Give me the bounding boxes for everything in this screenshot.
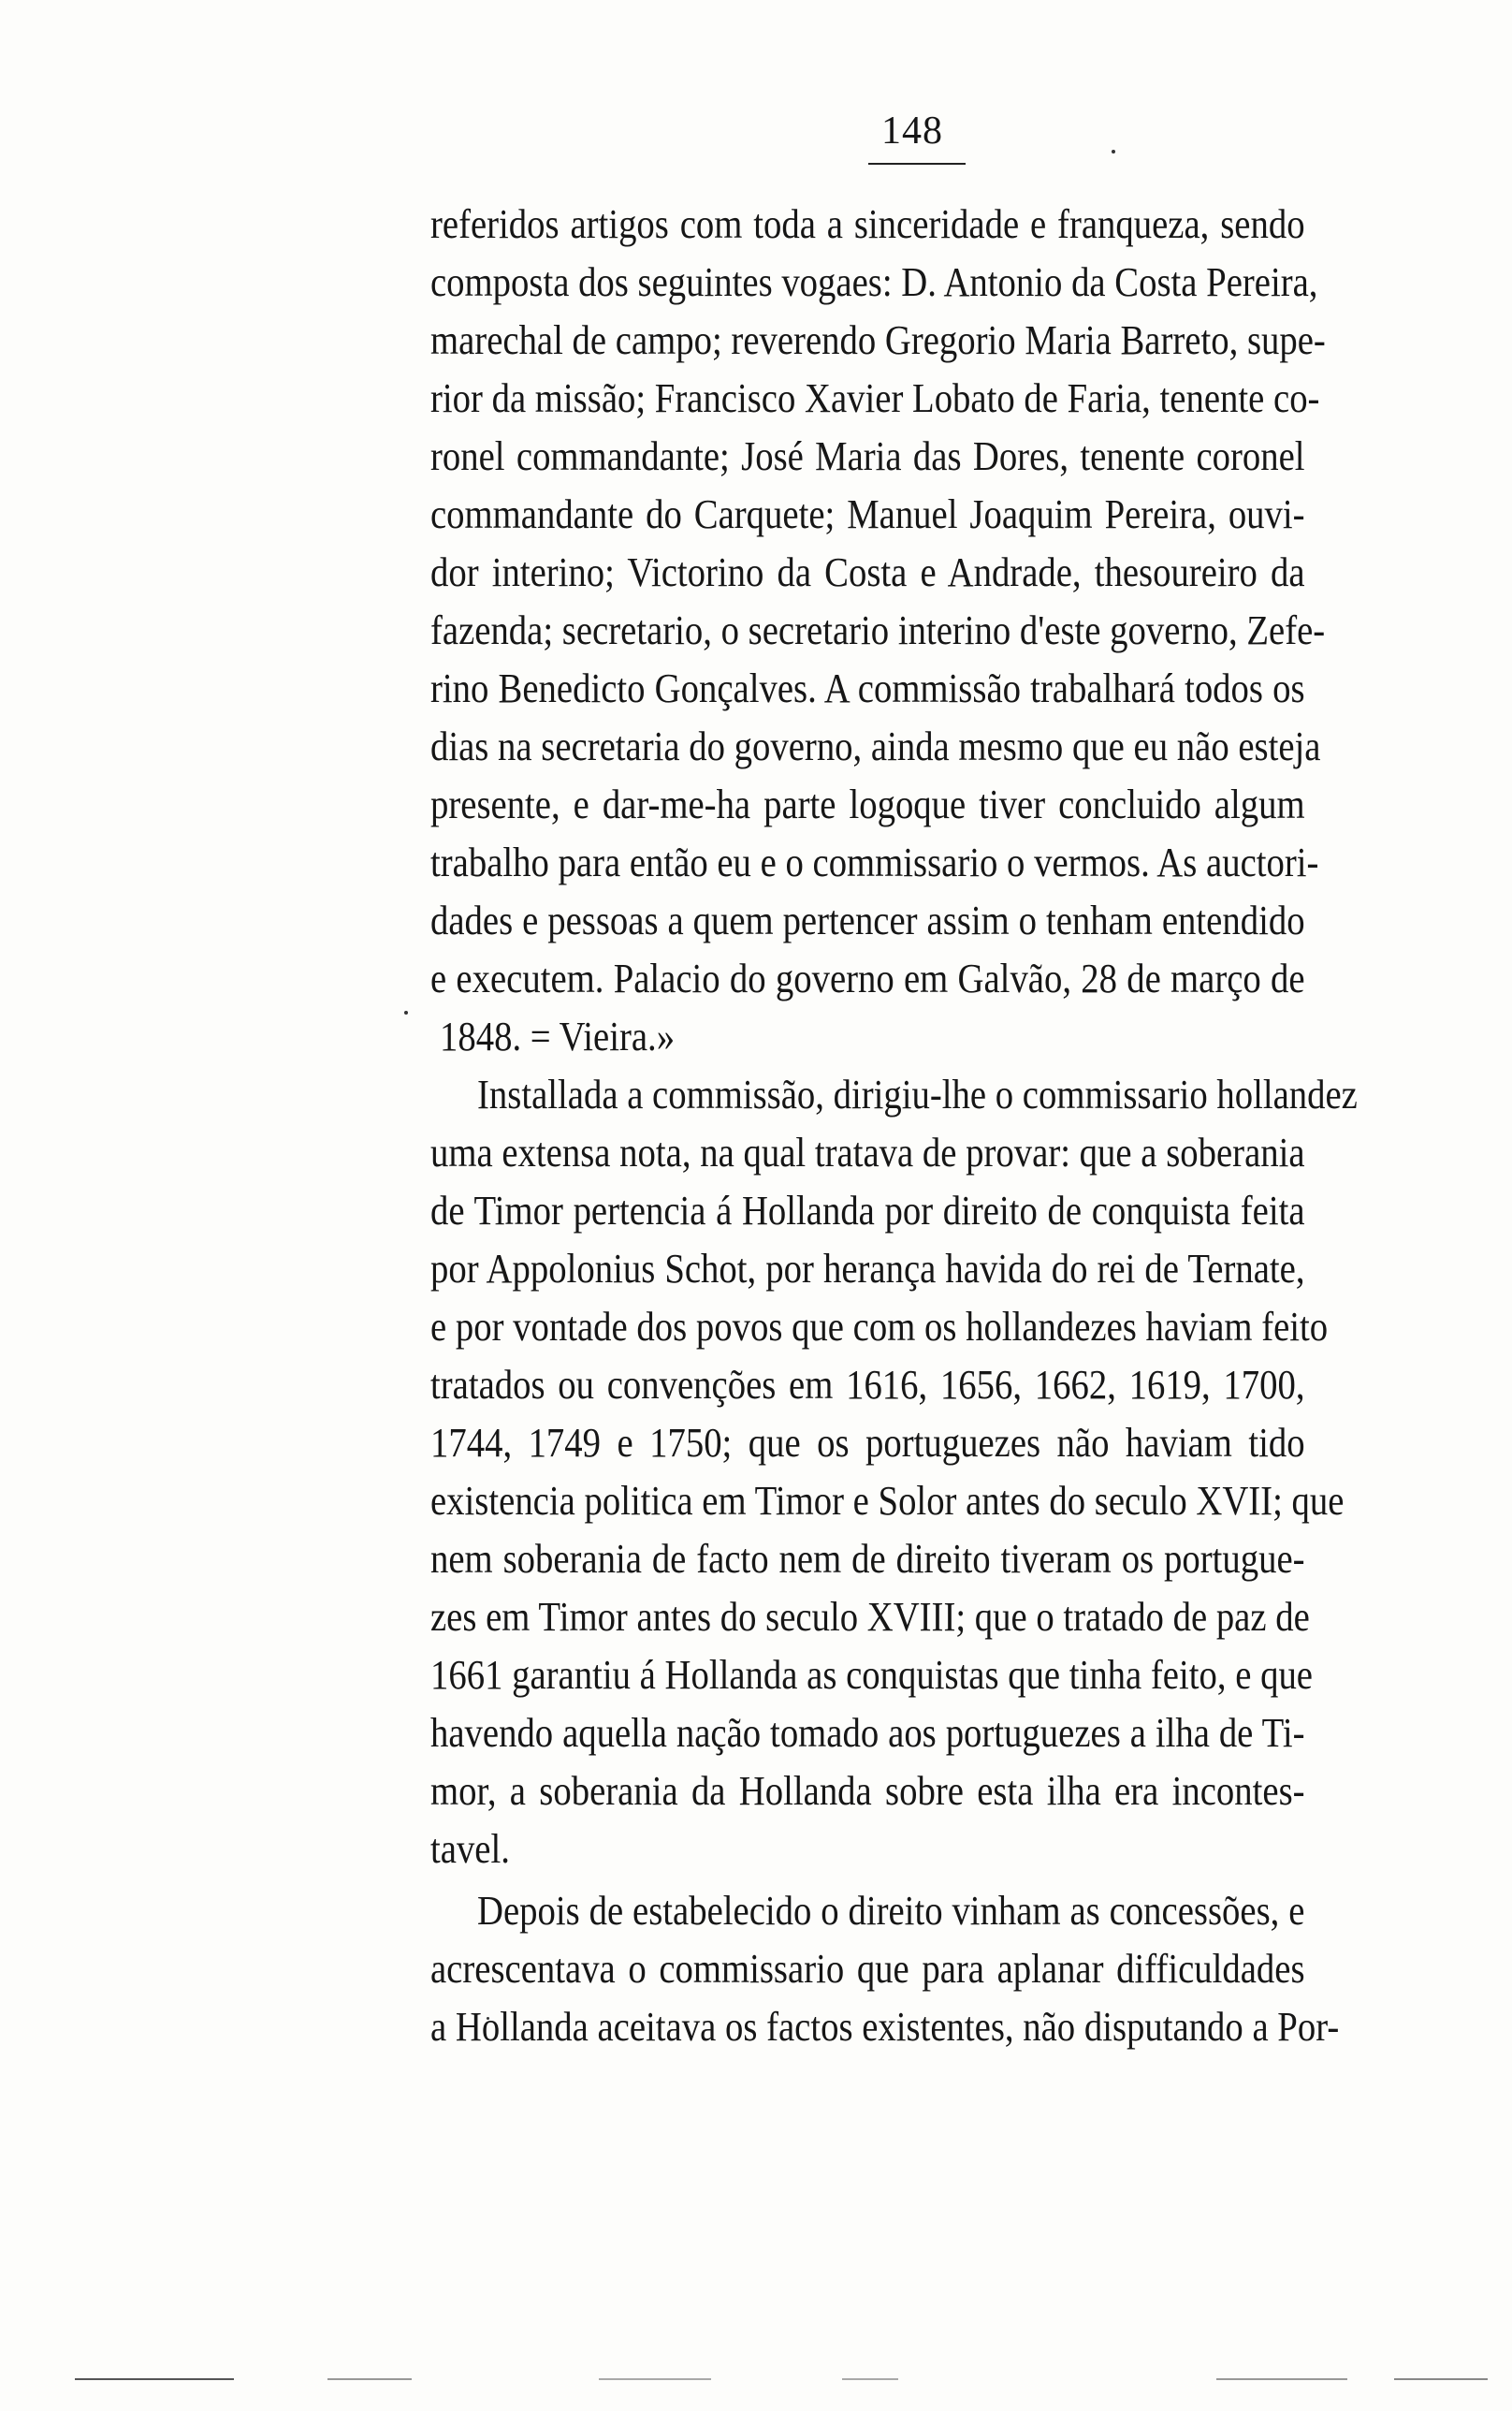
text-line: uma extensa nota, na qual tratava de provar: que a soberania xyxy=(430,1130,1305,1176)
text-line: 1661 garantiu á Hollanda as conquistas que tinha feito, e que xyxy=(430,1652,1313,1698)
text-line: 1744, 1749 e 1750; que os portuguezes não haviam tido xyxy=(430,1420,1305,1466)
text-line: fazenda; secretario, o secretario interino d'este governo, Zefe- xyxy=(430,607,1326,653)
text-line: Depois de estabelecido o direito vinham as concessões, e xyxy=(477,1888,1305,1934)
text-line: e por vontade dos povos que com os hollandezes haviam feito xyxy=(430,1304,1329,1350)
text-line: marechal de campo; reverendo Gregorio Maria Barreto, supe- xyxy=(430,317,1326,363)
text-line: rior da missão; Francisco Xavier Lobato de Faria, tenente co- xyxy=(430,375,1320,421)
text-line: referidos artigos com toda a sinceridade e franqueza, sendo xyxy=(430,201,1305,247)
text-line: presente, e dar-me-ha parte logoque tiver concluido algum xyxy=(430,782,1305,827)
text-line: rino Benedicto Gonçalves. A commissão trabalhará todos os xyxy=(430,665,1305,711)
ink-speck xyxy=(404,1011,408,1015)
text-line: tratados ou convenções em 1616, 1656, 1662, 1619, 1700, xyxy=(430,1362,1305,1408)
text-line: commandante do Carquete; Manuel Joaquim Pereira, ouvi- xyxy=(430,491,1305,537)
text-line: nem soberania de facto nem de direito tiveram os portugue- xyxy=(430,1536,1305,1582)
page-number-rule xyxy=(868,163,966,165)
text-line: tavel. xyxy=(430,1826,510,1872)
scan-edge-noise xyxy=(1394,2378,1488,2380)
text-line: composta dos seguintes vogaes: D. Antonio da Costa Pereira, xyxy=(430,259,1318,305)
ink-speck xyxy=(1112,150,1115,153)
text-line: e executem. Palacio do governo em Galvão, 28 de março de xyxy=(430,956,1305,1001)
text-line: dades e pessoas a quem pertencer assim o tenham entendido xyxy=(430,898,1305,943)
text-line: ronel commandante; José Maria das Dores, tenente coronel xyxy=(430,433,1305,479)
text-line: dor interino; Victorino da Costa e Andrade, thesoureiro da xyxy=(430,549,1305,595)
text-line: zes em Timor antes do seculo XVIII; que o tratado de paz de xyxy=(430,1594,1310,1640)
text-line: existencia politica em Timor e Solor antes do seculo XVII; que xyxy=(430,1478,1345,1524)
text-line: acrescentava o commissario que para aplanar difficuldades xyxy=(430,1946,1305,1992)
text-line: havendo aquella nação tomado aos portuguezes a ilha de Ti- xyxy=(430,1710,1305,1756)
page-number: 148 xyxy=(881,110,943,153)
scan-edge-noise xyxy=(1216,2378,1347,2380)
scan-edge-noise xyxy=(75,2378,234,2380)
text-line: dias na secretaria do governo, ainda mesmo que eu não esteja xyxy=(430,723,1321,769)
text-line: a Hollanda aceitava os factos existentes, não disputando a Por- xyxy=(430,2004,1340,2050)
text-line: mor, a soberania da Hollanda sobre esta ilha era incontes- xyxy=(430,1768,1305,1814)
scan-edge-noise xyxy=(842,2378,898,2380)
text-line: trabalho para então eu e o commissario o vermos. As auctori- xyxy=(430,840,1319,885)
text-line: por Appolonius Schot, por herança havida do rei de Ternate, xyxy=(430,1246,1305,1292)
text-line: Installada a commissão, dirigiu-lhe o commissario hollandez xyxy=(477,1072,1358,1118)
text-line: de Timor pertencia á Hollanda por direito de conquista feita xyxy=(430,1188,1305,1234)
scan-edge-noise xyxy=(327,2378,412,2380)
scan-edge-noise xyxy=(599,2378,711,2380)
text-line-signature: 1848. = Vieira.» xyxy=(440,1014,676,1059)
